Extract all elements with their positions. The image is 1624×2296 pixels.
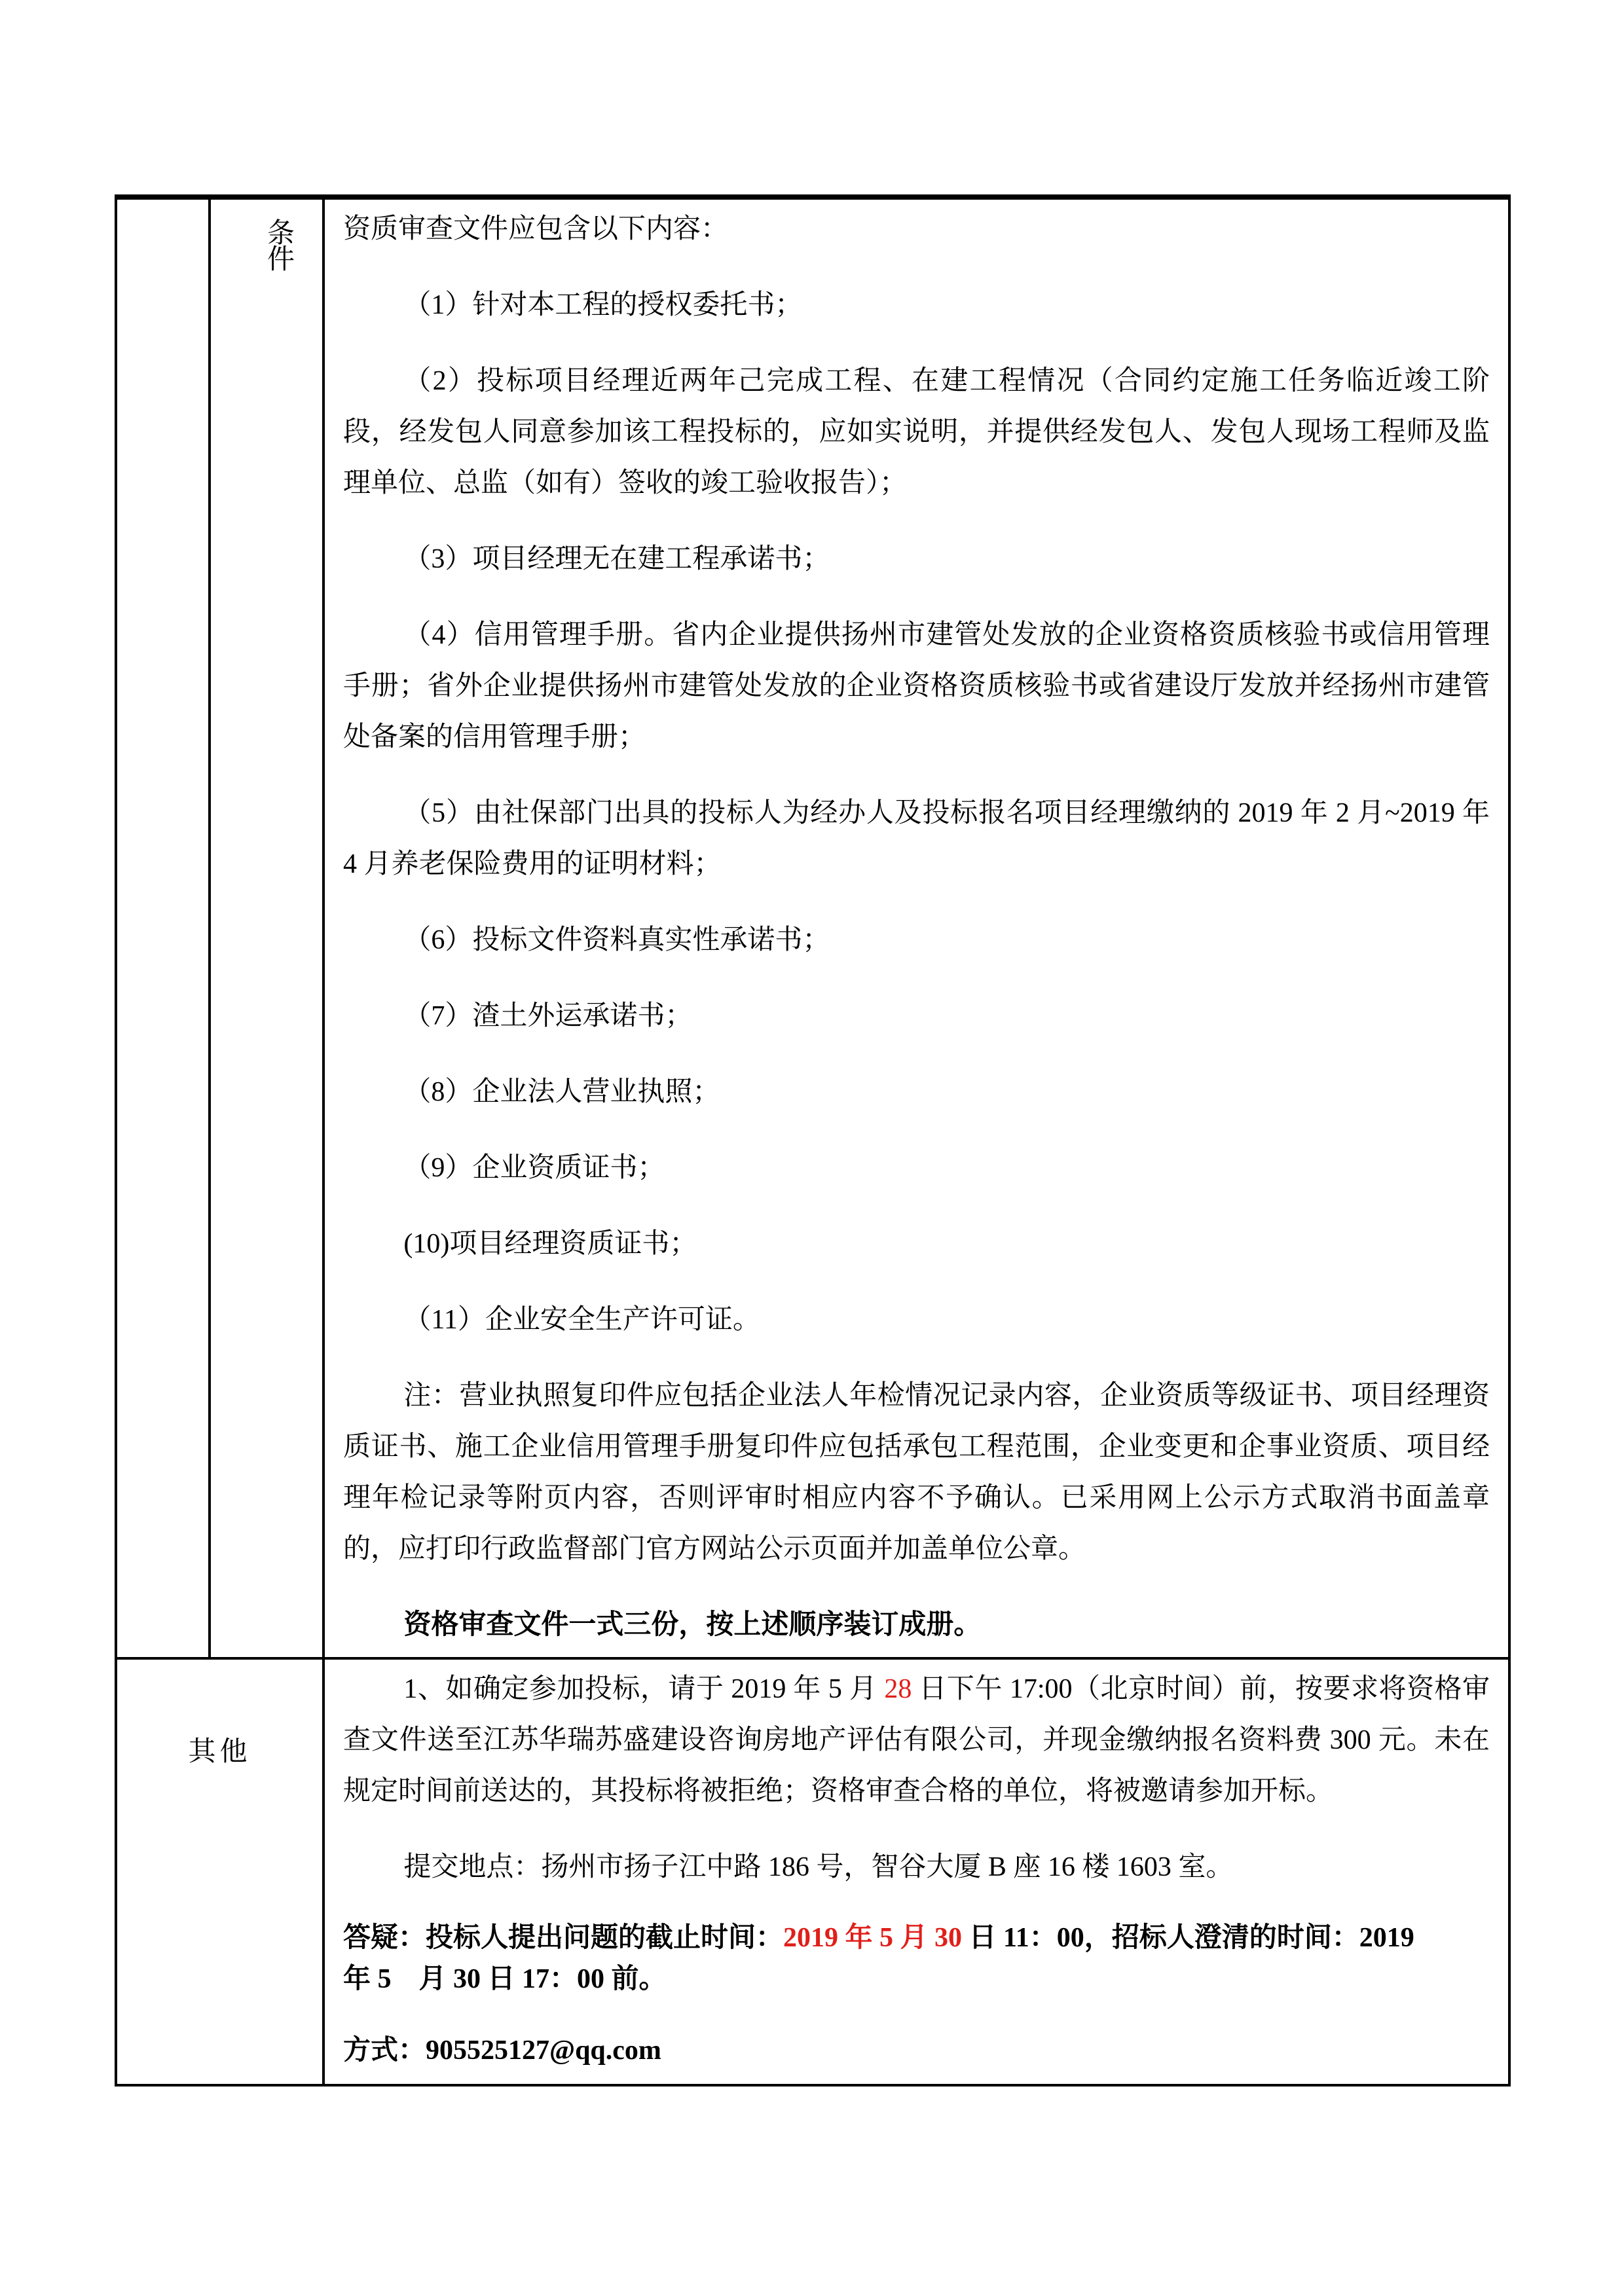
empty-cell [117, 200, 211, 1657]
red-text: 28 [884, 1674, 912, 1704]
qualification-table [115, 194, 1511, 2086]
text-run: 答疑：投标人提出问题的截止时间： [343, 1923, 784, 1953]
paragraph [343, 915, 1490, 966]
paragraph [343, 1142, 1490, 1194]
paragraph [343, 2025, 1490, 2076]
text-run: 提交地点：扬州市扬子江中路 186 号，智谷大厦 B 座 16 楼 1603 室。 [403, 1852, 1234, 1882]
text-run: 年 5 月 30 日 17：00 前。 [343, 1964, 667, 1994]
paragraph [343, 1599, 1490, 1650]
text-run: 资质审查文件应包含以下内容： [343, 214, 729, 244]
text-run: （8）企业法人营业执照； [403, 1077, 720, 1107]
text-run: （9）企业资质证书； [403, 1153, 665, 1183]
paragraph [343, 1066, 1490, 1118]
text-run: （2）投标项目经理近两年己完成工程、在建工程情况（合同约定施工任务临近竣工阶段，经发包人同意参加该工程投标的，应如实说明，并提供经发包人、发包人现场工程师及监理单位、总监（如有）签收的竣工验收报告）； [343, 366, 1490, 498]
table-row-other [117, 1657, 1508, 2084]
paragraph [343, 534, 1490, 585]
text-run: 注：营业执照复印件应包括企业法人年检情况记录内容，企业资质等级证书、项目经理资质证书、施工企业信用管理手册复印件应包括承包工程范围，企业变更和企事业资质、项目经理年检记录等附页内容，否则评审时相应内容不予确认。已采用网上公示方式取消书面盖章的，应打印行政监督部门官方网站公示页面并加盖单位公章。 [343, 1381, 1490, 1564]
paragraph [343, 1918, 1490, 2000]
paragraph [343, 1370, 1490, 1575]
paragraph [343, 610, 1490, 763]
paragraph [343, 788, 1490, 890]
table-row-conditions [117, 200, 1508, 1657]
paragraph [343, 204, 1490, 255]
conditions-label-cell [211, 200, 325, 1657]
paragraph [343, 1218, 1490, 1269]
text-run: 日下午 17:00（北京时间）前，按要求将资格审查文件送至江苏华瑞苏盛建设咨询房地产评估有限公司，并现金缴纳报名资料费 300 元。未在规定时间前送达的，其投标将被拒绝；资格审查合格的单位，将被邀请参加开标。 [343, 1674, 1490, 1806]
text-run: 日 11：00，招标人澄清的时间：2019 [962, 1923, 1414, 1953]
text-run: （7）渣土外运承诺书； [403, 1001, 693, 1031]
conditions-label: 条件 [267, 219, 295, 275]
text-run: 1、如确定参加投标，请于 2019 年 5 月 [403, 1674, 885, 1704]
red-text: 2019 年 5 月 30 [783, 1923, 963, 1953]
text-run: （3）项目经理无在建工程承诺书； [403, 544, 830, 574]
text-run: （5）由社保部门出具的投标人为经办人及投标报名项目经理缴纳的 2019 年 2 月~2019 年 4 月养老保险费用的证明材料； [343, 798, 1490, 879]
other-label: 其他 [188, 1737, 251, 1767]
other-label-cell [117, 1660, 325, 2084]
paragraph [343, 1294, 1490, 1345]
text-run: 方式：905525127@qq.com [343, 2035, 661, 2066]
text-run: （11）企业安全生产许可证。 [403, 1305, 760, 1335]
paragraph [343, 1842, 1490, 1893]
paragraph [343, 280, 1490, 331]
conditions-content-cell [325, 200, 1508, 1657]
other-content-cell [325, 1660, 1508, 2084]
text-run: （6）投标文件资料真实性承诺书； [403, 925, 830, 955]
paragraph [343, 991, 1490, 1042]
text-run: 资格审查文件一式三份，按上述顺序装订成册。 [403, 1610, 982, 1640]
paragraph [343, 355, 1490, 509]
text-run: （1）针对本工程的授权委托书； [403, 290, 803, 320]
paragraph [343, 1664, 1490, 1817]
text-run: (10)项目经理资质证书； [403, 1229, 697, 1259]
text-run: （4）信用管理手册。省内企业提供扬州市建管处发放的企业资格资质核验书或信用管理手册；省外企业提供扬州市建管处发放的企业资格资质核验书或省建设厅发放并经扬州市建管处备案的信用管理手册； [343, 620, 1490, 752]
